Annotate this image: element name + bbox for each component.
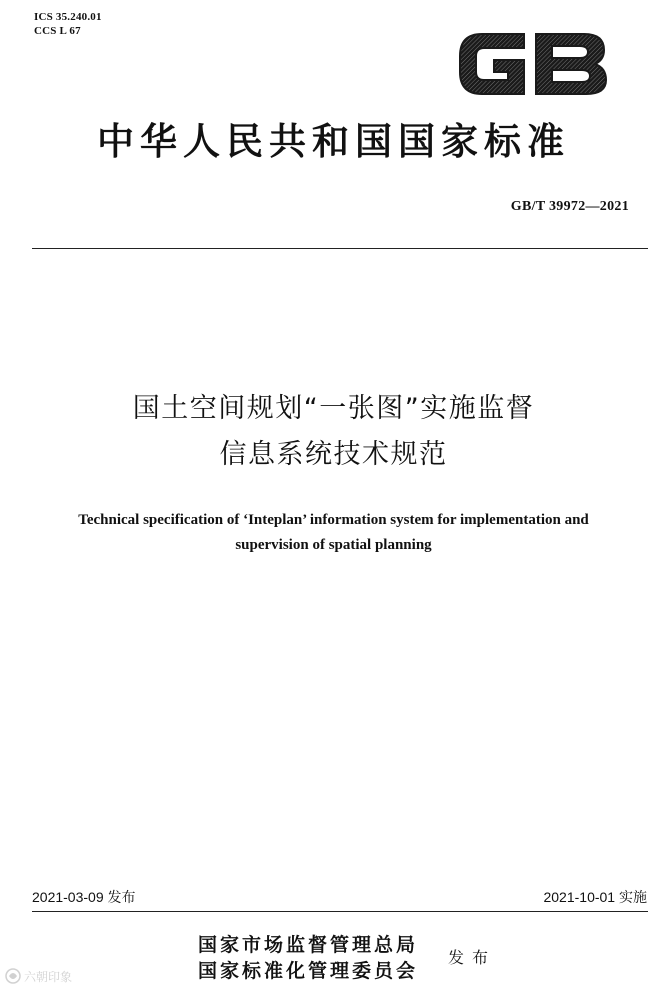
- gb-logo: [452, 26, 612, 102]
- issue-date: 2021-03-09 发布: [32, 889, 136, 905]
- chinese-title: [0, 386, 667, 478]
- publish-label: 发布: [448, 948, 497, 967]
- chinese-title-line-2: 信息系统技术规范: [219, 439, 448, 470]
- organization-title: 中华人民共和国国家标准: [97, 119, 570, 163]
- chinese-title-line-1: 国土空间规划“一张图”实施监督: [132, 393, 535, 424]
- english-title: [0, 508, 667, 558]
- watermark-logo: [4, 965, 90, 987]
- top-divider: [32, 248, 648, 249]
- classification-codes: [34, 10, 102, 38]
- english-title-line-2: supervision of spatial planning: [235, 537, 432, 553]
- issuer-sac: 国家标准化管理委员会: [198, 960, 419, 982]
- ics-code: ICS 35.240.01: [34, 11, 102, 23]
- effective-date: 2021-10-01 实施: [543, 889, 647, 905]
- bottom-divider: [32, 911, 648, 912]
- issuing-authorities: [198, 932, 418, 984]
- svg-text:六朝印象: 六朝印象: [24, 970, 73, 984]
- standard-code: GB/T 39972—2021: [510, 199, 629, 214]
- ccs-code: CCS L 67: [34, 25, 81, 37]
- english-title-line-1: Technical specification of ‘Inteplan’ information system for implementation and: [78, 512, 589, 528]
- issuer-samr: 国家市场监督管理总局: [198, 934, 419, 956]
